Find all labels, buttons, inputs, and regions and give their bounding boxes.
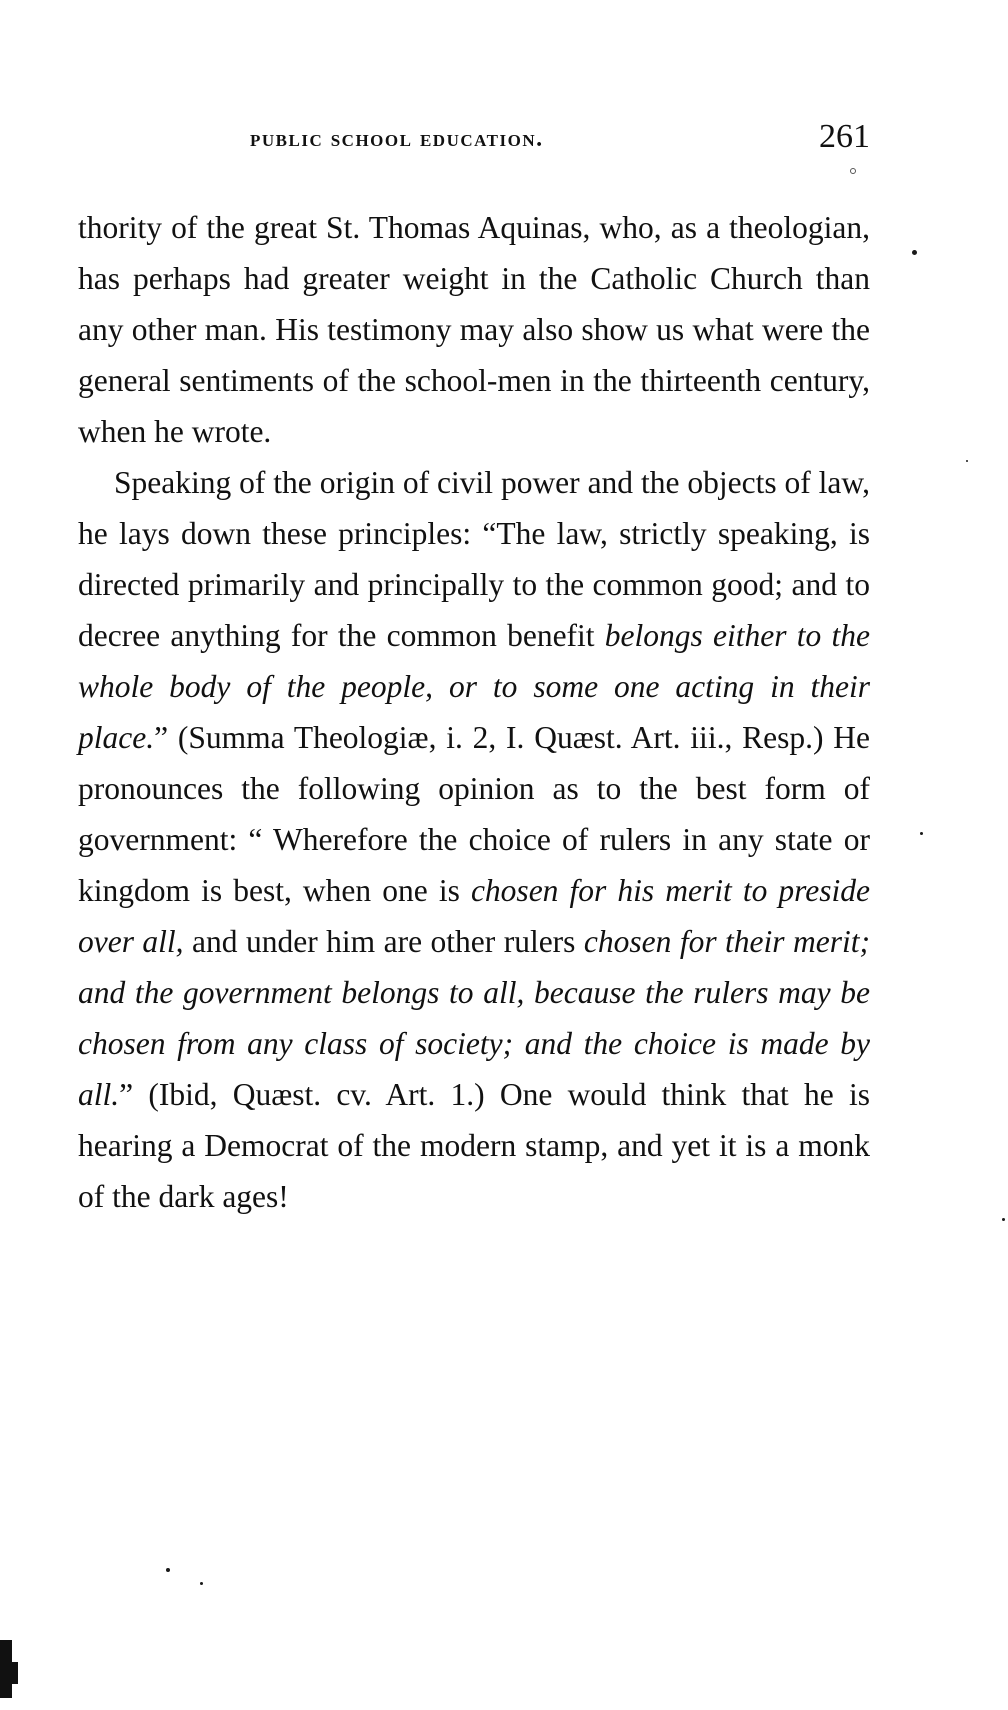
running-head [78,118,870,158]
scan-speck [920,832,923,835]
scan-speck [850,168,856,174]
paragraph-2-segment-2: belongs either to the whole body of the people, or to some one acting in their place. [78,618,870,755]
scan-edge-mark [10,1662,18,1684]
scan-speck [166,1568,170,1572]
scan-speck [1002,1218,1005,1221]
paragraph-2 [78,457,870,1222]
scan-speck [200,1582,203,1585]
paragraph-1 [78,202,870,457]
paragraph-1-segment-1: thority of the great St. Thomas Aquinas, who, as a theologian, has perhaps had greater weight in the Catholic Church than any other man. His testimony may also show us what were the general sentiments of the school-men in the thirteenth century, when he wrote. [78,210,870,449]
scan-speck [912,250,917,255]
paragraph-2-segment-4: chosen for his merit to preside over all, [78,873,870,959]
paragraph-2-segment-6: chosen for their merit; and the government belongs to all, because the rulers may be chosen from any class of society; and the choice is made by all. [78,924,870,1112]
paragraph-2-segment-5: and under him are other rulers [183,924,584,959]
page-number: 261 [819,118,870,155]
scan-speck [966,460,968,462]
running-title: public school education. [250,126,544,152]
body-text [78,202,870,1222]
paragraph-2-segment-1: Speaking of the origin of civil power and the objects of law, he lays down these principles: “The law, strictly speaking, is directed primarily and principally to the common good; and to decree anything for the common benefit [78,465,870,653]
paragraph-2-segment-3: ” (Summa Theologiæ, i. 2, I. Quæst. Art. iii., Resp.) He pronounces the following opinion as to the best form of government: “ Wherefore the choice of rulers in any state or kingdom is best, when one is [78,720,870,908]
paragraph-2-segment-7: ” (Ibid, Quæst. cv. Art. 1.) One would think that he is hearing a Democrat of the modern stamp, and yet it is a monk of the dark ages! [78,1077,870,1214]
